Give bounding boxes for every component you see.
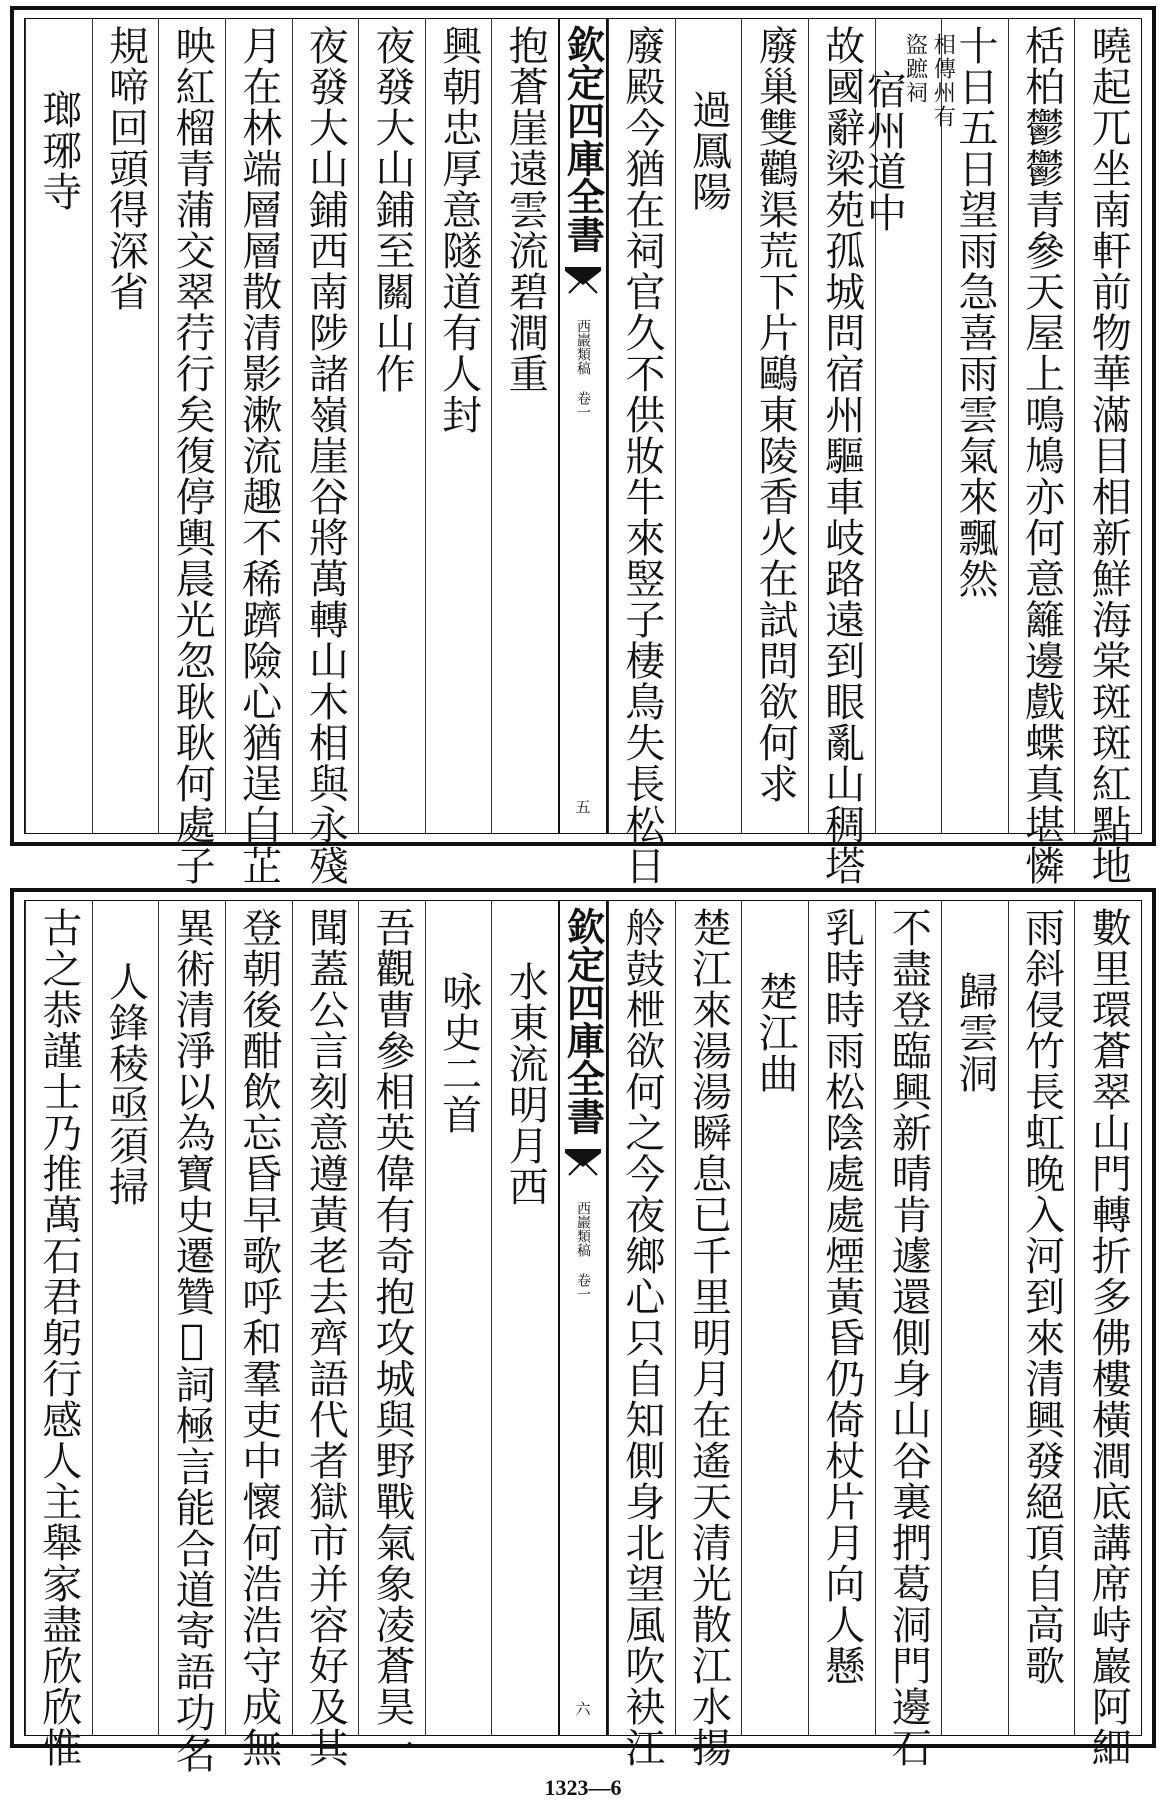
text-column xyxy=(491,19,558,833)
center-banner xyxy=(558,19,608,833)
text-column xyxy=(675,19,742,833)
text-column-content: 吾觀曹參相英偉有奇抱攻城與野戰氣象凌蒼昊一 xyxy=(368,907,415,1768)
bottom-page-text-frame xyxy=(24,900,1142,1774)
top-page xyxy=(10,6,1156,886)
fish-tail-mark-icon xyxy=(563,1145,603,1179)
text-column xyxy=(860,19,956,833)
text-column xyxy=(358,901,425,1768)
text-column-content: 十日五日望雨急喜雨雲氣來飄然 xyxy=(951,25,998,599)
text-column-content: 咏史二首 xyxy=(435,971,482,1135)
text-column xyxy=(25,901,92,1768)
text-column-content: 舲鼓枻欲何之今夜鄉心只自知側身北望風吹袂江 xyxy=(618,907,665,1768)
text-column xyxy=(225,19,292,886)
text-column xyxy=(741,19,808,833)
text-column xyxy=(292,19,359,886)
center-banner xyxy=(558,901,608,1735)
text-column xyxy=(92,19,159,833)
text-column-content: 瑯琊寺 xyxy=(35,89,82,212)
text-column xyxy=(608,901,675,1768)
text-column-content: 水東流明月西 xyxy=(502,961,549,1207)
text-column xyxy=(292,901,359,1768)
text-column-content: 歸雲洞 xyxy=(951,971,998,1094)
annotation-note xyxy=(902,27,956,129)
text-column-content: 登朝後酣飲忘昏早歌呼和羣吏中懷何浩浩守成無 xyxy=(235,907,282,1768)
text-column-content: 栝柏鬱鬱青參天屋上鳴鳩亦何意籬邊戲蝶真堪憐 xyxy=(1018,25,1065,886)
top-page-text-frame xyxy=(24,18,1142,886)
text-column-content: 夜發大山鋪西南陟諸嶺崖谷將萬轉山木相與永殘 xyxy=(302,25,349,886)
text-column-content: 廢巢雙鸛渠荒下片鷗東陵香火在試問欲何求 xyxy=(752,25,799,804)
text-column-content: 雨斜侵竹長虹晚入河到來清興發絕頂自高歌 xyxy=(1018,907,1065,1686)
text-column xyxy=(25,19,92,833)
text-column xyxy=(491,901,558,1735)
poem-title: 宿州道中 xyxy=(860,69,907,233)
text-column-content: 數里環蒼翠山門轉折多佛樓橫澗底講席峙巖阿細 xyxy=(1085,907,1132,1768)
text-column xyxy=(1074,901,1141,1768)
bottom-page xyxy=(10,888,1156,1774)
text-column xyxy=(675,901,742,1768)
text-column xyxy=(158,19,225,886)
banner-volume: 西巖類稿 卷一 xyxy=(575,319,591,419)
text-column-content: 楚江曲 xyxy=(752,971,799,1094)
banner-title: 欽定四庫全書 xyxy=(560,907,606,1135)
page-number-footer: 1323—6 xyxy=(544,1775,622,1800)
text-column-content: 抱蒼崖遠雲流碧澗重 xyxy=(502,25,549,394)
text-column-content: 故國辭梁苑孤城問宿州驅車岐路遠到眼亂山稠塔 xyxy=(818,25,865,886)
annotation-line: 相傳州有 xyxy=(930,33,956,129)
text-column-content: 興朝忠厚意隧道有人封 xyxy=(435,25,482,435)
text-column-content: 映紅榴青蒲交翠荇行矣復停輿晨光忽耿耿何處子 xyxy=(169,25,216,886)
text-column xyxy=(941,19,1008,833)
text-column-content: 過鳳陽 xyxy=(685,89,732,212)
fish-tail-mark-icon xyxy=(563,263,603,297)
text-column-content: 曉起兀坐南軒前物華滿目相新鮮海棠斑斑紅點地 xyxy=(1085,25,1132,886)
text-column xyxy=(875,901,942,1768)
text-column xyxy=(92,901,159,1735)
text-column xyxy=(808,19,875,886)
text-column-content: 乳時時雨松陰處處煙黃昏仍倚杖片月向人懸 xyxy=(818,907,865,1686)
text-column xyxy=(425,19,492,833)
text-column-content: 人鋒稜亟須掃 xyxy=(102,961,149,1207)
banner-title: 欽定四庫全書 xyxy=(560,25,606,253)
text-column xyxy=(741,901,808,1735)
text-column-content: 古之恭謹士乃推萬石君躬行感人主舉家盡欣欣惟 xyxy=(35,907,82,1768)
text-column-content: 夜發大山鋪至關山作 xyxy=(368,25,415,394)
text-column xyxy=(941,901,1008,1735)
banner-page-number: 五 xyxy=(575,798,591,816)
text-column-content: 月在林端層層散清影漱流趣不稀躋險心猶逞白芷 xyxy=(235,25,282,886)
text-column xyxy=(808,901,875,1735)
text-column-content: 規啼回頭得深省 xyxy=(102,25,149,312)
text-column xyxy=(1008,901,1075,1735)
text-column-content: 聞蓋公言刻意遵黃老去齊語代者獄市并容好及其 xyxy=(302,907,349,1768)
text-column xyxy=(225,901,292,1768)
text-column xyxy=(1074,19,1141,886)
text-column-content: 楚江來湯湯瞬息已千里明月在遙天清光散江水揚 xyxy=(685,907,732,1768)
text-column xyxy=(358,19,425,833)
text-column xyxy=(425,901,492,1735)
banner-page-number: 六 xyxy=(575,1700,591,1718)
text-column-content: 廢殿今猶在祠官久不供妝牛來竪子棲鳥失長松日 xyxy=(618,25,665,886)
text-column xyxy=(158,901,225,1774)
text-column xyxy=(1008,19,1075,886)
annotation-line: 盜蹠祠 xyxy=(902,33,928,105)
text-column-content: 異術清淨以為寶史遷贊𨺚詞極言能合道寄語功名 xyxy=(169,907,216,1774)
text-column-content: 不盡登臨興新晴肯遽還側身山谷裏捫葛洞門邊石 xyxy=(885,907,932,1768)
text-column xyxy=(608,19,675,886)
banner-volume: 西巖類稿 卷一 xyxy=(575,1201,591,1301)
